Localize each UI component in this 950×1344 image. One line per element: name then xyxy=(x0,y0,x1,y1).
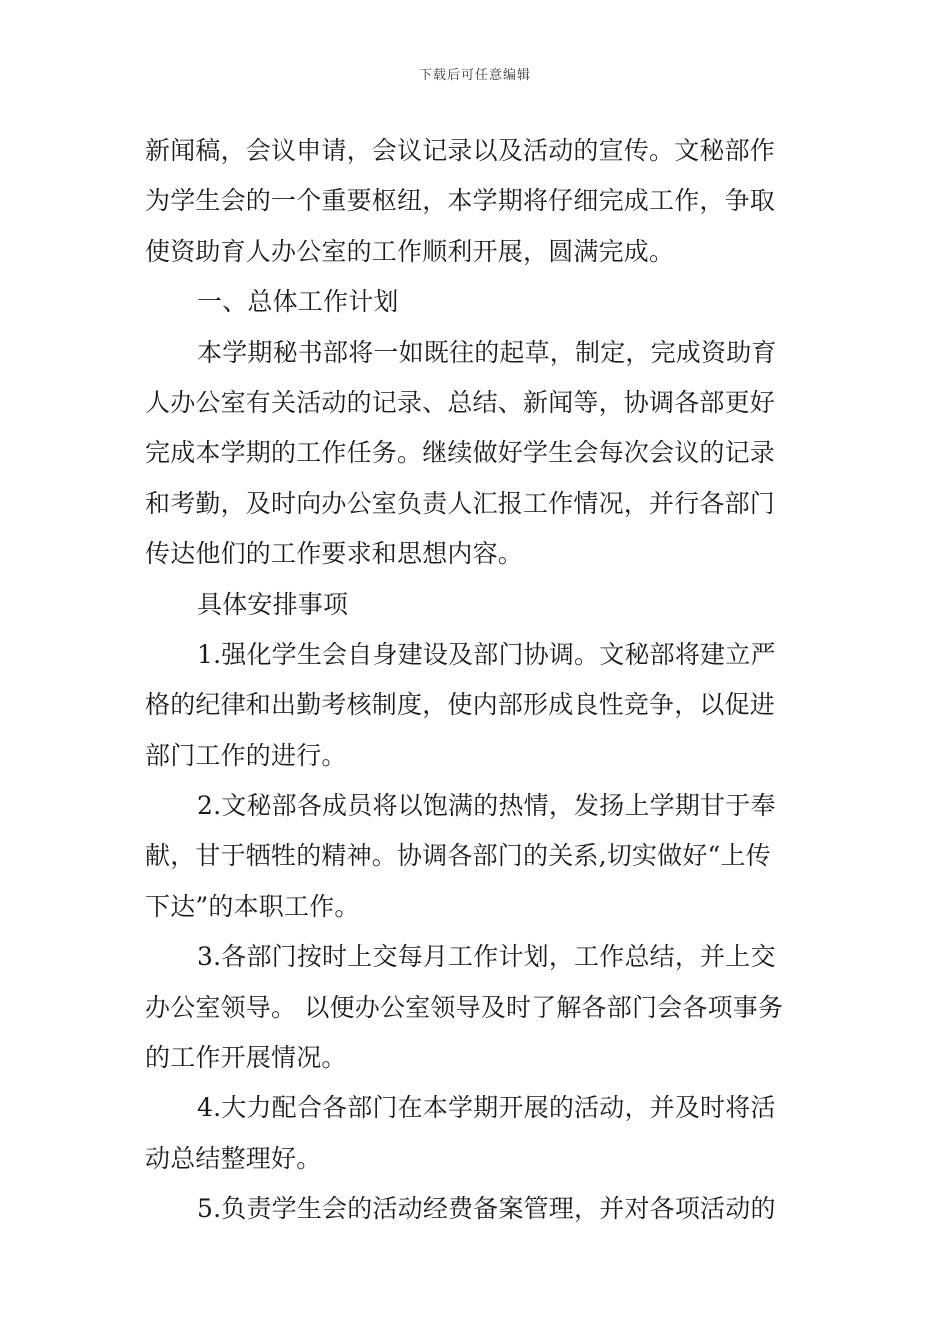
text-line: 完成本学期的工作任务。继续做好学生会每次会议的记录 xyxy=(145,438,776,468)
subsection-heading: 具体安排事项 xyxy=(197,589,349,619)
document-body xyxy=(145,126,809,1235)
text-line: 部门工作的进行。 xyxy=(145,740,347,770)
text-line: 下达”的本职工作。 xyxy=(145,891,360,921)
text-line: 人办公室有关活动的记录、总结、新闻等，协调各部更好 xyxy=(145,387,776,417)
list-item-line: 5.负责学生会的活动经费备案管理，并对各项活动的 xyxy=(197,1194,776,1224)
page-header-note: 下载后可任意编辑 xyxy=(418,68,531,83)
section-heading: 一、总体工作计划 xyxy=(197,287,399,317)
text-line: 使资助育人办公室的工作顺利开展，圆满完成。 xyxy=(145,236,675,266)
list-item-line: 2.文秘部各成员将以饱满的热情，发扬上学期甘于奉 xyxy=(197,791,776,821)
text-line: 和考勤，及时向办公室负责人汇报工作情况，并行各部门 xyxy=(145,488,776,518)
text-line: 新闻稿，会议申请，会议记录以及活动的宣传。文秘部作 xyxy=(145,136,776,165)
list-item-line: 3.各部门按时上交每月工作计划，工作总结，并上交 xyxy=(197,942,776,972)
text-line: 献，甘于牺牲的精神。协调各部门的关系,切实做好“上传 xyxy=(145,841,771,871)
text-line: 为学生会的一个重要枢纽，本学期将仔细完成工作，争取 xyxy=(145,186,776,216)
text-line: 动总结整理好。 xyxy=(145,1143,322,1173)
text-line: 本学期秘书部将一如既往的起草，制定，完成资助育 xyxy=(197,337,777,367)
list-item-line: 1.强化学生会自身建设及部门协调。文秘部将建立严 xyxy=(197,639,776,669)
text-line: 传达他们的工作要求和思想内容。 xyxy=(145,539,524,569)
text-line: 格的纪律和出勤考核制度，使内部形成良性竞争，以促进 xyxy=(145,690,776,720)
list-item-line: 4.大力配合各部门在本学期开展的活动，并及时将活 xyxy=(197,1093,776,1123)
text-line: 办公室领导。 以便办公室领导及时了解各部门会各项事务 xyxy=(145,992,784,1022)
text-line: 的工作开展情况。 xyxy=(145,1043,347,1073)
